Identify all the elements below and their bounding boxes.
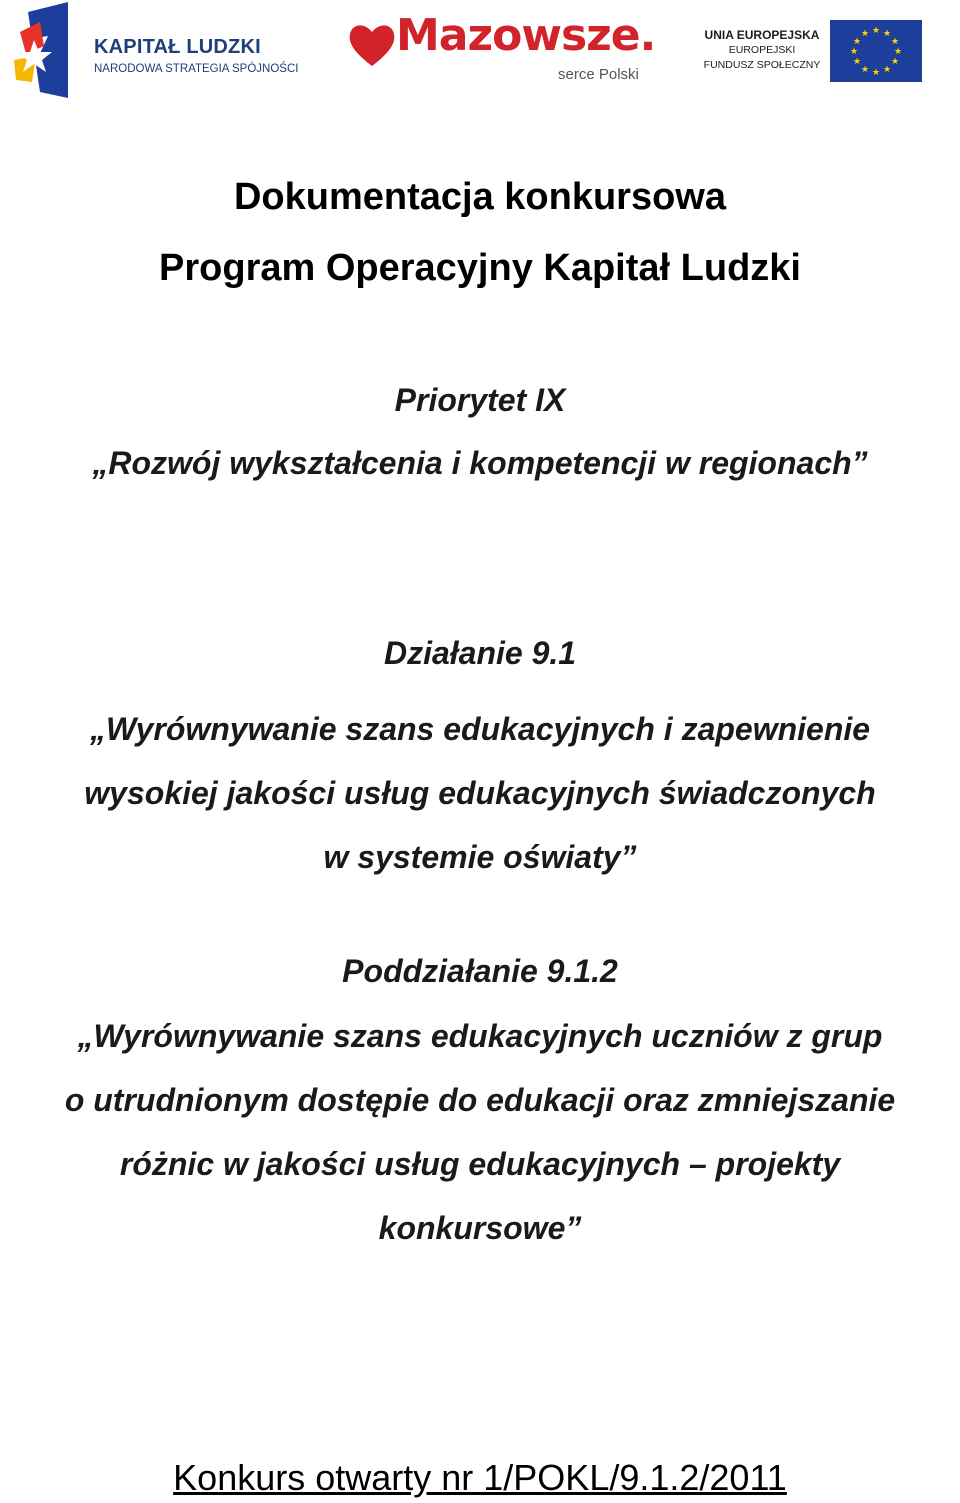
document-title bbox=[0, 174, 960, 220]
svg-text:★: ★ bbox=[852, 37, 862, 47]
subaction-name-line: o utrudnionym dostępie do edukacji oraz zmniejszanie bbox=[64, 1082, 896, 1118]
document-title-line-2: Program Operacyjny Kapitał Ludzki bbox=[159, 247, 801, 289]
svg-text:★: ★ bbox=[871, 68, 881, 78]
subaction-heading-text: Poddziałanie 9.1.2 bbox=[342, 953, 618, 989]
action-name bbox=[0, 697, 960, 889]
subaction-heading bbox=[0, 951, 960, 991]
heart-icon bbox=[346, 20, 398, 70]
svg-text:★: ★ bbox=[871, 26, 881, 36]
competition-number bbox=[0, 1455, 960, 1501]
eu-line-2: EUROPEJSKI bbox=[728, 44, 796, 56]
svg-text:★: ★ bbox=[860, 29, 870, 39]
action-name-line: w systemie oświaty” bbox=[323, 839, 637, 875]
subaction-name-line: konkursowe” bbox=[378, 1210, 582, 1246]
eu-logo bbox=[702, 20, 924, 84]
subaction-name-line: różnic w jakości usług edukacyjnych – projekty bbox=[119, 1146, 841, 1182]
kapital-ludzki-logo-icon bbox=[10, 2, 80, 98]
svg-text:★: ★ bbox=[893, 47, 903, 57]
svg-text:★: ★ bbox=[890, 37, 900, 47]
svg-text:★: ★ bbox=[882, 29, 892, 39]
svg-text:★: ★ bbox=[860, 65, 870, 75]
logo-bar bbox=[0, 0, 942, 100]
svg-text:★: ★ bbox=[852, 57, 862, 67]
program-title bbox=[0, 245, 960, 291]
mazowsze-subtitle: serce Polski bbox=[558, 66, 639, 83]
svg-text:★: ★ bbox=[882, 65, 892, 75]
eu-line-3: FUNDUSZ SPOŁECZNY bbox=[703, 59, 821, 71]
action-name-line: wysokiej jakości usług edukacyjnych świadczonych bbox=[84, 775, 876, 811]
priority-heading-text: Priorytet IX bbox=[394, 382, 566, 418]
subaction-name bbox=[0, 1004, 960, 1260]
eu-flag-icon bbox=[830, 20, 922, 82]
action-heading bbox=[0, 633, 960, 673]
document-title-line-1: Dokumentacja konkursowa bbox=[233, 176, 727, 218]
kapital-ludzki-logo bbox=[10, 2, 310, 98]
priority-name bbox=[0, 443, 960, 483]
svg-text:★: ★ bbox=[890, 57, 900, 67]
action-name-line: „Wyrównywanie szans edukacyjnych i zapewnienie bbox=[89, 711, 871, 747]
eu-text bbox=[702, 28, 822, 73]
svg-text:★: ★ bbox=[849, 47, 859, 57]
priority-heading bbox=[0, 380, 960, 420]
kapital-ludzki-subtitle: NARODOWA STRATEGIA SPÓJNOŚCI bbox=[94, 63, 299, 75]
eu-line-1: UNIA EUROPEJSKA bbox=[704, 28, 820, 42]
subaction-name-line: „Wyrównywanie szans edukacyjnych uczniów z grup bbox=[77, 1018, 883, 1054]
competition-number-text: Konkurs otwarty nr 1/POKL/9.1.2/2011 bbox=[173, 1457, 787, 1498]
action-heading-text: Działanie 9.1 bbox=[383, 635, 577, 671]
priority-name-text: „Rozwój wykształcenia i kompetencji w regionach” bbox=[92, 445, 868, 481]
kapital-ludzki-title: KAPITAŁ LUDZKI bbox=[94, 36, 261, 58]
mazowsze-logo bbox=[346, 10, 658, 94]
mazowsze-wordmark: Mazowsze. bbox=[396, 10, 656, 61]
